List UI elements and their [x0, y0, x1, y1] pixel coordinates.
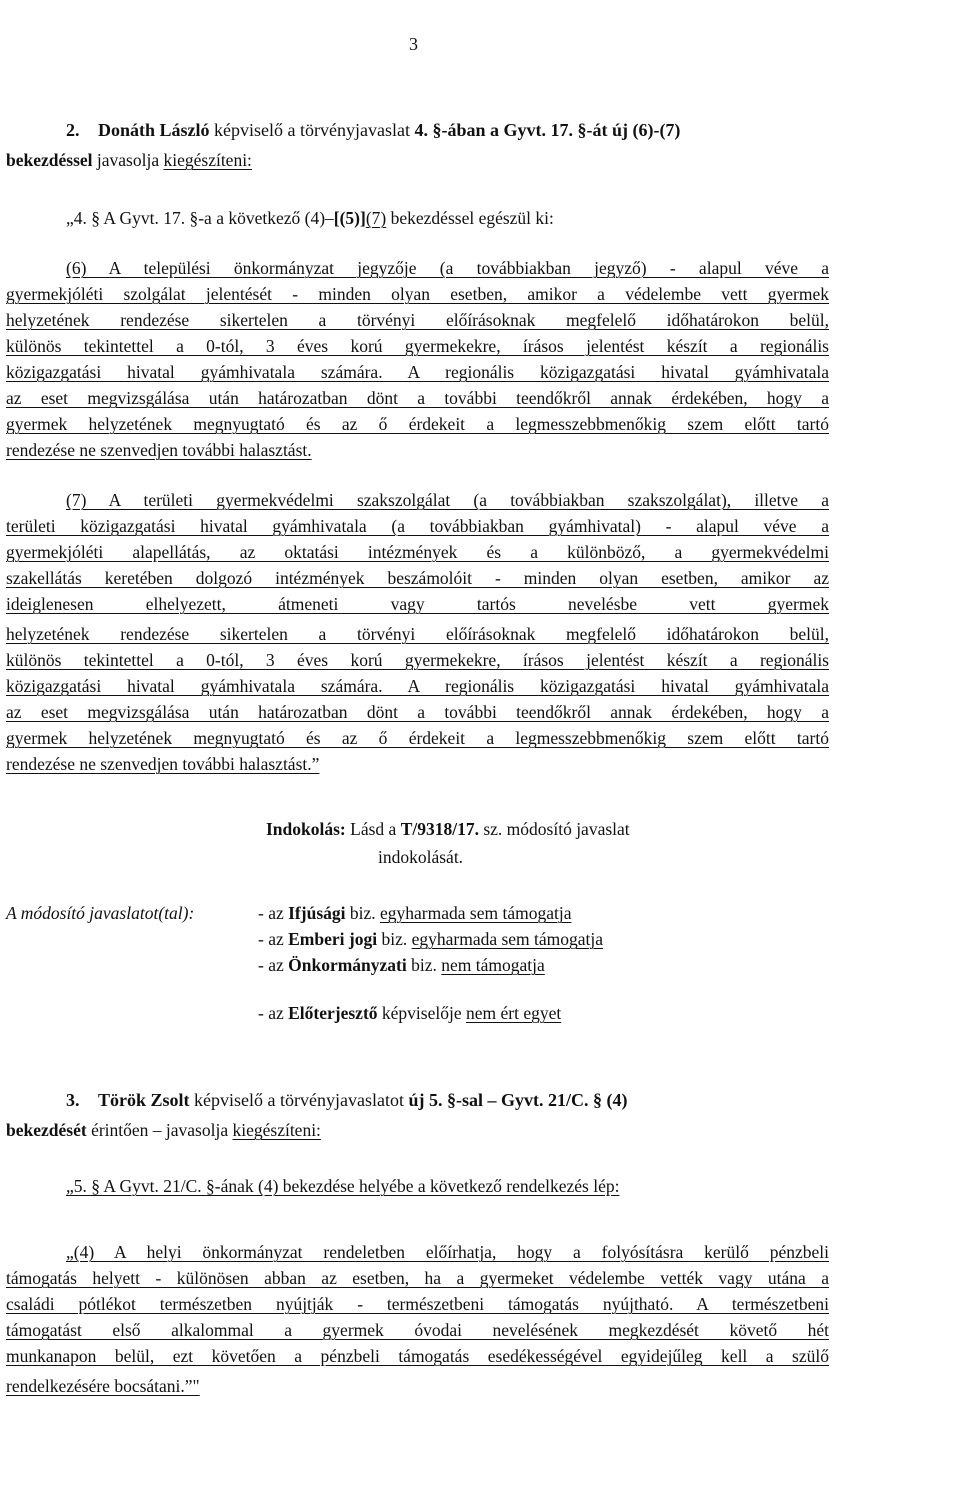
committee-name: Emberi jogi — [288, 929, 378, 949]
para6-line: helyzetének rendezése sikertelen a törvényi előírásoknak megfelelő időhatárokon belül, — [6, 310, 829, 330]
para6-line: különös tekintettel a 0-tól, 3 éves korú gyermekekre, írásos jelentést készít a regionális — [6, 336, 829, 356]
committee-name: Önkormányzati — [288, 955, 407, 975]
para7-line: területi közigazgatási hivatal gyámhivatala (a továbbiakban gyámhivatal) - alapul véve a — [6, 516, 829, 536]
justification-text-b: sz. módosító javaslat — [478, 819, 630, 839]
page-number: 3 — [409, 34, 418, 54]
quote-head — [66, 208, 554, 229]
vote-pre: - az — [258, 929, 289, 949]
quote-head-rest: bekezdéssel egészül ki: — [386, 208, 554, 228]
quote-head: „5. § A Gyvt. 21/C. §-ának (4) bekezdése helyébe a következő rendelkezés lép: — [66, 1176, 620, 1196]
para7-line: gyermekjóléti alapellátás, az oktatási intézmények és a különböző, a gyermekvédelmi — [6, 542, 829, 562]
para7-line: ideiglenesen elhelyezett, átmeneti vagy tartós nevelésbe vett gyermek — [6, 594, 829, 614]
item-2-heading — [66, 120, 680, 141]
quote-head-a: „4. § A Gyvt. 17. §-a a következő (4)– — [66, 208, 334, 228]
heading-text: képviselő a törvényjavaslatot — [189, 1090, 409, 1110]
para6-line: (6) A települési önkormányzat jegyzője (a továbbiakban jegyző) - alapul véve a — [66, 258, 829, 278]
justification-ref: T/9318/17. — [400, 819, 479, 839]
justification-label: Indokolás: — [266, 819, 346, 839]
para6-line: az eset megvizsgálása után határozatban dönt a további teendőkről annak érdekében, hogy a — [6, 388, 829, 408]
heading-bold: bekezdését — [6, 1120, 87, 1140]
para7-line: helyzetének rendezése sikertelen a törvényi előírásoknak megfelelő időhatárokon belül, — [6, 624, 829, 644]
vote-pre: - az — [258, 955, 289, 975]
vote-result: egyharmada sem támogatja — [380, 903, 572, 923]
item-number: 2. — [66, 120, 80, 140]
heading-underlined: kiegészíteni: — [163, 150, 252, 170]
vote-row — [258, 955, 545, 976]
vote-row — [258, 903, 571, 924]
support-label: A módosító javaslatot(tal): — [6, 903, 195, 923]
proposer-name: Török Zsolt — [98, 1090, 190, 1110]
quote-head-bracket: [(5)] — [333, 208, 366, 228]
para6-line: gyermekjóléti szolgálat jelentését - minden olyan esetben, amikor a védelembe vett gyermek — [6, 284, 829, 304]
quote-head-new: (7) — [365, 208, 387, 228]
item-3-heading-line2 — [6, 1120, 321, 1141]
para7-line: különös tekintettel a 0-tól, 3 éves korú gyermekekre, írásos jelentést készít a regionális — [6, 650, 829, 670]
vote-mid: biz. — [406, 955, 442, 975]
committee-name: Ifjúsági — [288, 903, 346, 923]
heading-rest: javasolja — [92, 150, 164, 170]
para7-line: közigazgatási hivatal gyámhivatala számára. A regionális közigazgatási hivatal gyámhivatala — [6, 676, 829, 696]
vote-result: nem támogatja — [441, 955, 545, 975]
presenter-result: nem ért egyet — [465, 1003, 562, 1023]
para6-line: rendezése ne szenvedjen további halasztást. — [6, 440, 312, 460]
para7-line: az eset megvizsgálása után határozatban dönt a további teendőkről annak érdekében, hogy a — [6, 702, 829, 722]
item-3-heading — [66, 1090, 627, 1111]
item-2-heading-line2 — [6, 150, 252, 171]
justification — [266, 819, 630, 840]
para4-line: családi pótlékot természetben nyújtják - természetbeni támogatás nyújtható. A természetbeni — [6, 1294, 829, 1314]
vote-pre: - az — [258, 903, 289, 923]
para4-line: támogatás helyett - különösen abban az esetben, ha a gyermeket védelembe vették vagy utána a — [6, 1268, 829, 1288]
presenter-mid: képviselője — [377, 1003, 466, 1023]
vote-result: egyharmada sem támogatja — [411, 929, 604, 949]
heading-underlined: kiegészíteni: — [232, 1120, 321, 1140]
item-number: 3. — [66, 1090, 80, 1110]
para7-line: gyermek helyzetének megnyugtató és az ő érdekeit a legmesszebbmenőkig szem előtt tartó — [6, 728, 829, 748]
proposer-name: Donáth László — [98, 120, 210, 140]
presenter-row — [258, 1003, 561, 1024]
justification-text: Lásd a — [345, 819, 401, 839]
para4-line: rendelkezésére bocsátani.”" — [6, 1376, 200, 1396]
heading-bold: bekezdéssel — [6, 150, 93, 170]
vote-mid: biz. — [377, 929, 412, 949]
para7-line: rendezése ne szenvedjen további halasztást.” — [6, 754, 320, 774]
heading-rest: érintően – javasolja — [86, 1120, 233, 1140]
para4-line: támogatást első alkalommal a gyermek óvodai nevelésének megkezdését követő hét — [6, 1320, 829, 1340]
para6-line: közigazgatási hivatal gyámhivatala számára. A regionális közigazgatási hivatal gyámhivatala — [6, 362, 829, 382]
presenter-bold: Előterjesztő — [288, 1003, 378, 1023]
heading-text: képviselő a törvényjavaslat — [209, 120, 415, 140]
para7-line: (7) A területi gyermekvédelmi szakszolgálat (a továbbiakban szakszolgálat), illetve a — [66, 490, 829, 510]
para4-line: „(4) A helyi önkormányzat rendeletben előírhatja, hogy a folyósításra kerülő pénzbeli — [66, 1242, 829, 1262]
vote-row — [258, 929, 603, 950]
heading-new: új 5. §-sal – Gyvt. 21/C. § (4) — [408, 1090, 628, 1110]
vote-mid: biz. — [345, 903, 381, 923]
heading-section: 4. §-ában a Gyvt. 17. §-át új (6)-(7) — [414, 120, 681, 140]
presenter-pre: - az — [258, 1003, 289, 1023]
para6-line: gyermek helyzetének megnyugtató és az ő érdekeit a legmesszebbmenőkig szem előtt tartó — [6, 414, 829, 434]
para4-line: munkanapon belül, ezt követően a pénzbeli támogatás esedékességével egyidejűleg kell a szülő — [6, 1346, 829, 1366]
justification-line2: indokolását. — [378, 847, 464, 867]
para7-line: szakellátás keretében dolgozó intézmények beszámolóit - minden olyan esetben, amikor az — [6, 568, 829, 588]
